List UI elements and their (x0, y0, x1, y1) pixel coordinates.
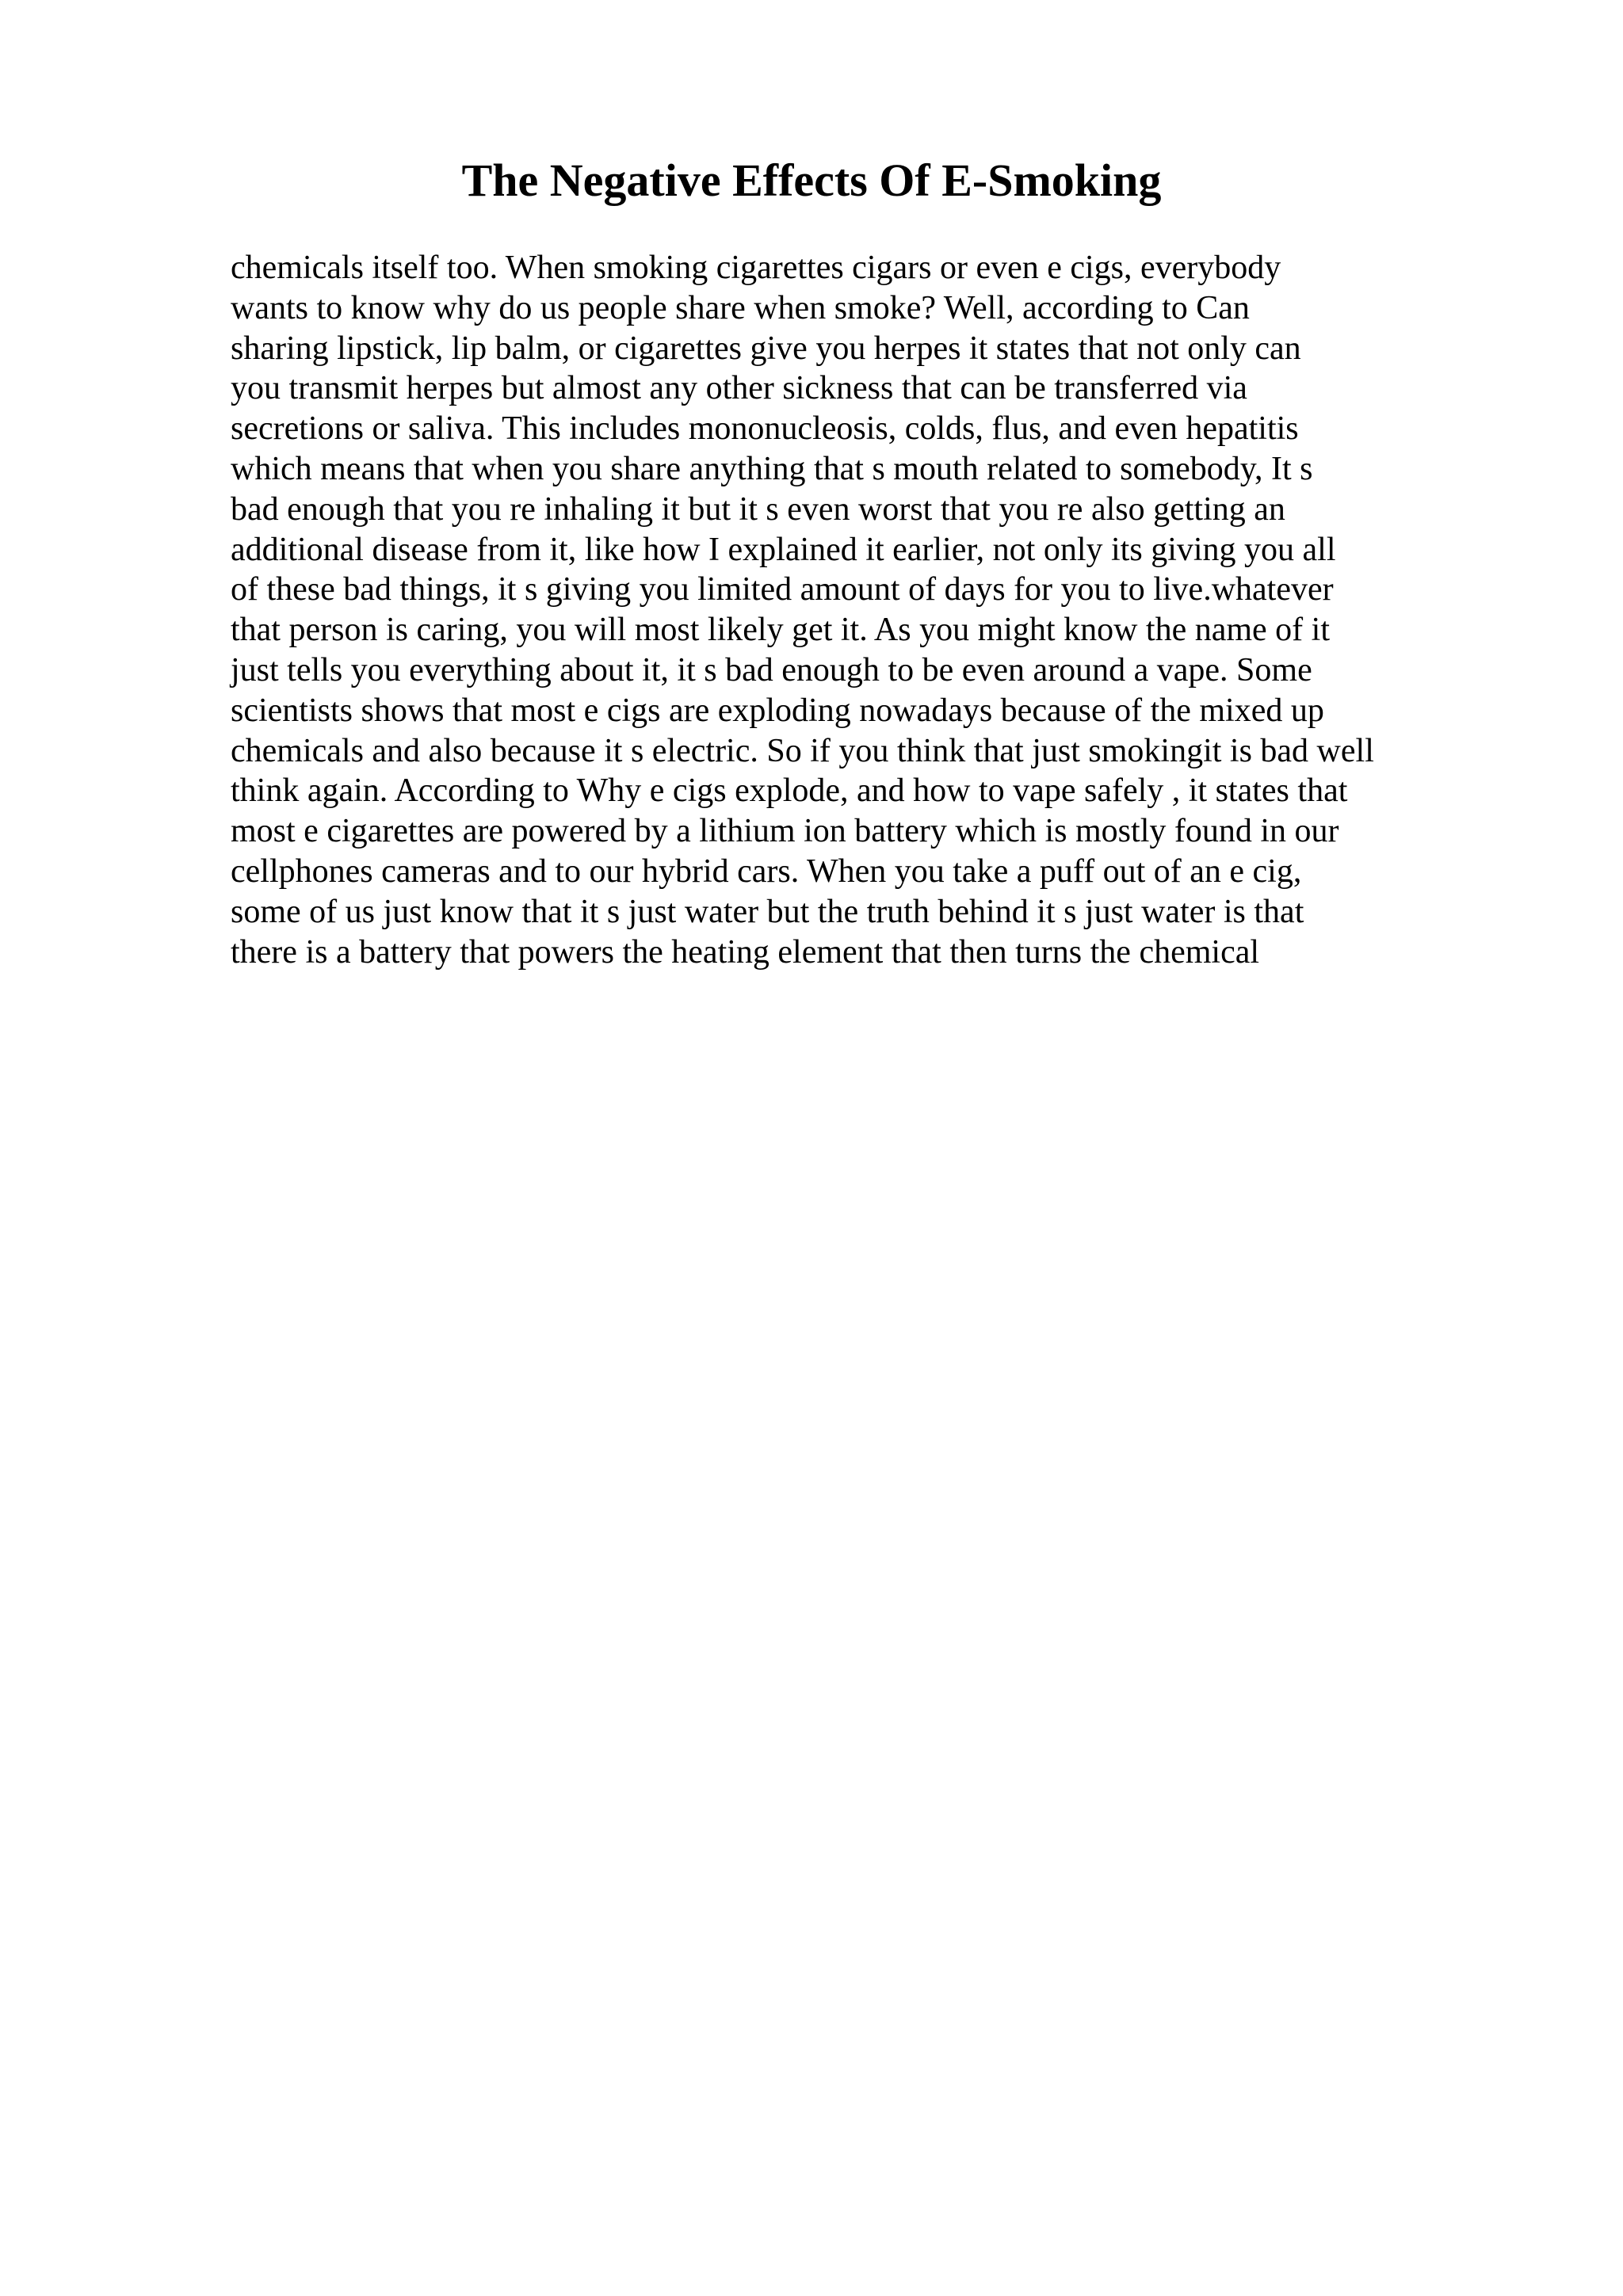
text-line: you transmit herpes but almost any other sickness that can be transferred via (231, 370, 1247, 407)
text-line: think again. According to Why e cigs explode, and how to vape safely , it states that (231, 772, 1348, 810)
text-line: which means that when you share anything that s mouth related to somebody, It s (231, 450, 1313, 487)
text-line: cellphones cameras and to our hybrid cars. When you take a puff out of an e cig, (231, 852, 1302, 890)
text-line: chemicals and also because it s electric. So if you think that just smokingit is bad well (231, 732, 1374, 769)
text-line: of these bad things, it s giving you limited amount of days for you to live.whatever (231, 571, 1334, 608)
text-line: just tells you everything about it, it s bad enough to be even around a vape. Some (231, 651, 1312, 688)
text-line: chemicals itself too. When smoking cigarettes cigars or even e cigs, everybody (231, 250, 1281, 286)
text-line: sharing lipstick, lip balm, or cigarettes give you herpes it states that not only can (231, 330, 1301, 367)
text-line: scientists shows that most e cigs are exploding nowadays because of the mixed up (231, 692, 1324, 729)
text-line: that person is caring, you will most likely get it. As you might know the name of it (231, 612, 1331, 649)
text-line: some of us just know that it s just water but the truth behind it s just water is that (231, 893, 1304, 930)
text-line: wants to know why do us people share when smoke? Well, according to Can (231, 289, 1250, 326)
text-line: additional disease from it, like how I explained it earlier, not only its giving you all (231, 531, 1336, 568)
document-title: The Negative Effects Of E-Smoking (461, 154, 1162, 206)
body-text (231, 248, 1514, 972)
text-line: secretions or saliva. This includes mononucleosis, colds, flus, and even hepatitis (231, 410, 1299, 448)
text-line: there is a battery that powers the heating element that then turns the chemical (231, 933, 1260, 971)
text-line: bad enough that you re inhaling it but it s even worst that you re also getting an (231, 490, 1285, 528)
text-line: most e cigarettes are powered by a lithium ion battery which is mostly found in our (231, 813, 1339, 850)
